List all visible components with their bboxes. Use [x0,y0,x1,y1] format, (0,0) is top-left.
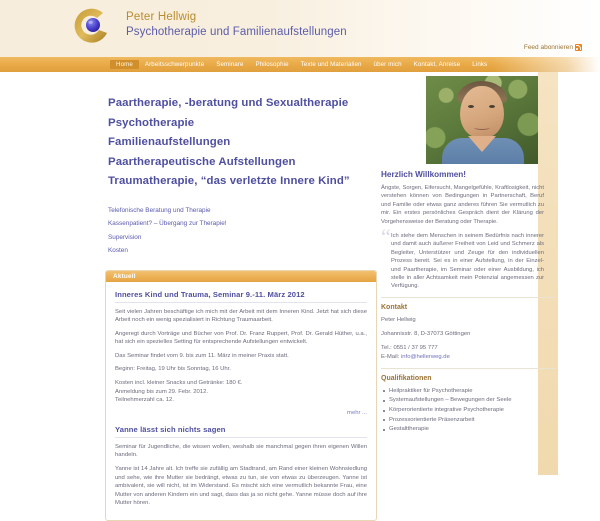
article-paragraph: Beginn: Freitag, 19 Uhr bis Sonntag, 16 Uhr. [115,365,367,374]
kontakt-email-label: E-Mail: [381,354,399,360]
logo-crescent-icon [66,6,114,50]
qualifikation-item: Körperorientierte integrative Psychotherapie [389,406,555,416]
nav-item-seminare[interactable]: Seminare [210,60,249,69]
hero-sublink[interactable]: Supervision [108,231,377,245]
portrait-photo [426,76,538,164]
hero-sublink[interactable]: Kosten [108,244,377,258]
article-paragraph: Yanne ist 14 Jahre alt. Ich treffe sie zufällig am Stadtrand, am Rand einer kleinen Wohnsiedlung und sehe, wie ihre Mutter sie bedrängt, etwas zu tun, sie von etwas zu überzeugen. Yanne ist ambivalent, sie will nicht, ist im Widerstand. Es mischt sich eine vermutlich bekannte Frau, eine Mutter von anderen Kindern ein und sagt, dass das ja so nicht gehe. Yanne müsse doch auf ihre Mutter hören. [115,465,367,508]
hero-headline-list [105,72,377,192]
sidebar-column [378,72,558,435]
hero-sublink[interactable]: Telefonische Beratung und Therapie [108,204,377,218]
photo-face [460,86,504,138]
hero-headline[interactable]: Psychotherapie [108,114,377,134]
brand-name: Peter Hellwig [126,10,347,25]
aktuell-panel-header [106,271,376,282]
rss-icon [575,44,582,51]
welcome-paragraph: Ängste, Sorgen, Eifersucht, Mangelgefühle, Kraftlosigkeit, nicht verstehen können von Bedingungen in Partnerschaft, Beruf und Familie oder etwas ganz anderes führen Sie vermutlich zu mir. Ein erstes persönliches Gespräch dient der Klärung der Vorgehensweise der Beratung oder Therapie. [381,184,544,226]
article-paragraph: Seminar für Jugendliche, die wissen wollen, weshalb sie manchmal gegen ihren eigenen Willen handeln. [115,443,367,460]
hero-headline[interactable]: Familienaufstellungen [108,133,377,153]
main-column [105,72,377,521]
welcome-title: Herzlich Willkommen! [381,170,544,179]
article [115,290,367,416]
article [115,425,367,508]
kontakt-name: Peter Hellwig [381,316,555,325]
article-paragraph: Anmeldung bis zum 29. Febr. 2012. [115,388,367,397]
kontakt-email-link[interactable]: info@hellerweg.de [401,354,450,360]
article-paragraph: Angeregt durch Vorträge und Bücher von Prof. Dr. Franz Ruppert, Prof. Dr. Gerald Hüther, u.a., hat sich ein spezielles Setting für entsprechende Aufstellungen entwickelt. [115,330,367,347]
hero-headline[interactable]: Paartherapie, -beratung und Sexualtherapie [108,94,377,114]
aktuell-panel-body [106,282,376,521]
hero-sublink[interactable]: Kassenpatient? – Übergang zur Therapie! [108,217,377,231]
nav-item-links[interactable]: Links [466,60,493,69]
nav-item-kontakt-anreise[interactable]: Kontakt, Anreise [408,60,467,69]
main-navigation [0,57,600,72]
welcome-block [378,164,558,291]
nav-item-texte-und-materialien[interactable]: Texte und Materialien [295,60,368,69]
kontakt-contact-lines [381,344,555,362]
article-paragraph: Seit vielen Jahren beschäftige ich mich mit der Arbeit mit dem Inneren Kind. Jetzt hat sich diese Arbeit noch ein wenig spezialisiert in Richtung Traumaarbeit. [115,308,367,325]
photo-eye-left [468,105,474,108]
article-paragraph: Kosten incl. kleiner Snacks und Getränke: 180 €. [115,379,367,388]
photo-eye-right [489,105,495,108]
brand-subtitle: Psychotherapie und Familienaufstellungen [126,25,347,40]
quote-block [381,232,544,291]
feed-subscribe-link[interactable] [524,44,582,51]
page-content [0,72,600,475]
qualifikation-item: Prozessorientierte Präsenzarbeit [389,416,555,426]
site-logo[interactable] [66,6,114,50]
nav-item-philosophie[interactable]: Philosophie [250,60,295,69]
article-title[interactable]: Yanne lässt sich nichts sagen [115,425,367,438]
hero-headline[interactable]: Paartherapeutische Aufstellungen [108,153,377,173]
kontakt-heading: Kontakt [381,297,555,311]
article-paragraph: Teilnehmerzahl ca. 12. [115,396,367,405]
brand-block [126,10,347,40]
article-more-link[interactable]: mehr ... [115,410,367,416]
hero-headline[interactable]: Traumatherapie, “das verletzte Innere Kind” [108,172,377,192]
qualifikationen-heading: Qualifikationen [381,368,555,382]
aktuell-panel-title: Aktuell [113,273,136,280]
nav-item-arbeitsschwerpunkte[interactable]: Arbeitsschwerpunkte [139,60,210,69]
kontakt-address: Johannisstr. 8, D-37073 Göttingen [381,330,555,339]
qualifikation-item: Systemaufstellungen – Bewegungen der Seele [389,396,555,406]
nav-item-home[interactable]: Home [110,60,139,69]
kontakt-block [378,316,558,362]
qualifikation-item: Gestalttherapie [389,425,555,435]
nav-item-ber-mich[interactable]: über mich [368,60,408,69]
aktuell-panel [105,270,377,521]
qualifikationen-list [378,387,558,435]
photo-mouth [474,125,490,130]
article-title[interactable]: Inneres Kind und Trauma, Seminar 9.-11. März 2012 [115,290,367,303]
qualifikation-item: Heilpraktiker für Psychotherapie [389,387,555,397]
feed-subscribe-label: Feed abonnieren [524,44,573,51]
site-header [0,0,600,57]
quote-mark-icon: “ [381,230,391,244]
article-paragraph: Das Seminar findet vom 9. bis zum 11. März in meiner Praxis statt. [115,352,367,361]
hero-sublink-list [105,204,377,258]
quote-paragraph: Ich stehe dem Menschen in seinem Bedürfnis nach innerer und damit auch äußerer Freiheit von Leid und Schmerz als Begleiter, Unterstützer und Zeuge für den individuellen Prozess bereit. Sei es in einer Aufstellung, in der Einzel- und Paartherapie, im Seminar oder einer Ausbildung, ich stelle in aller Achtsamkeit mein Potenzial angemessen zur Verfügung. [384,232,544,291]
kontakt-phone: Tel.: 0551 / 37 95 777 [381,345,438,351]
